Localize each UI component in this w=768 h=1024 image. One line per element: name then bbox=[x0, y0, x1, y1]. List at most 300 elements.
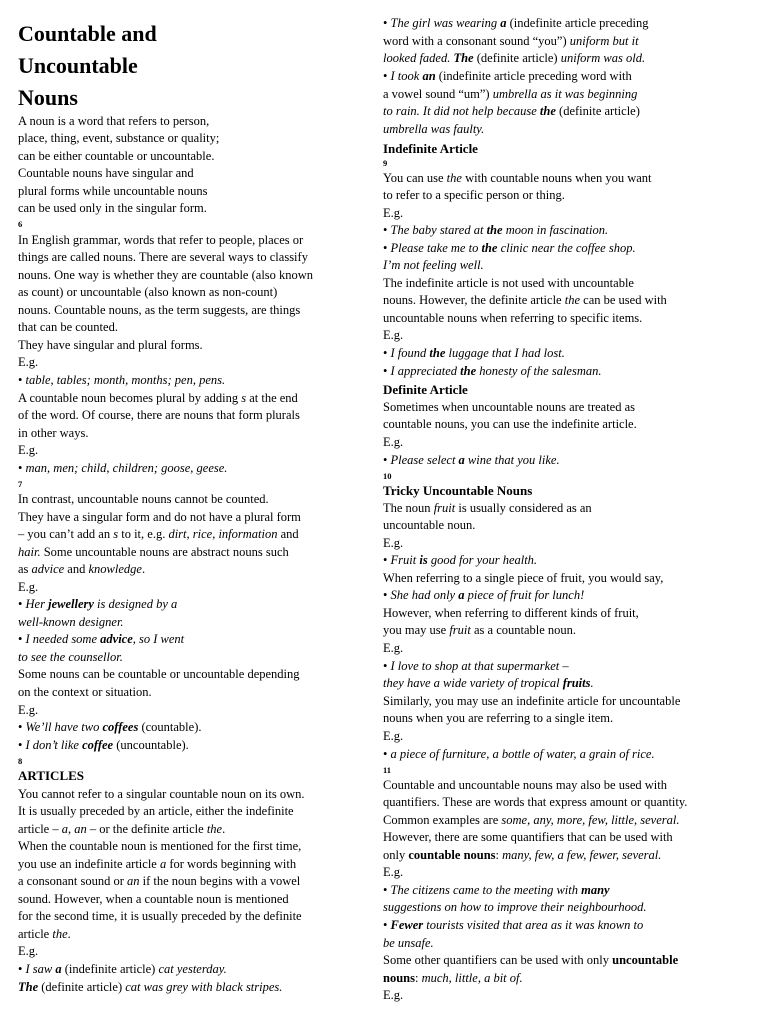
page-title: Countable and bbox=[18, 21, 157, 46]
text-line bbox=[383, 882, 610, 900]
text-run: a, an bbox=[61, 822, 87, 836]
text-line bbox=[383, 794, 687, 812]
text-run: I found bbox=[390, 346, 430, 360]
text-run: Fewer bbox=[390, 918, 424, 932]
text-run: you may use bbox=[383, 623, 450, 637]
text-run: (definite article) bbox=[473, 51, 561, 65]
text-line bbox=[18, 460, 227, 478]
text-line bbox=[18, 596, 177, 614]
text-run: article bbox=[18, 927, 53, 941]
text-line bbox=[383, 310, 642, 328]
text-run: • bbox=[383, 659, 391, 673]
text-line bbox=[18, 544, 289, 562]
text-run: The bbox=[453, 51, 474, 65]
text-run: E.g. bbox=[383, 206, 404, 220]
text-run: In English grammar, words that refer to people, places or bbox=[18, 233, 304, 247]
page-title: Uncountable bbox=[18, 53, 138, 78]
section-heading-articles: ARTICLES bbox=[18, 768, 85, 783]
text-run: only bbox=[383, 848, 409, 862]
text-line bbox=[383, 746, 655, 764]
text-run: much, little, a bit of. bbox=[421, 971, 523, 985]
text-run: . bbox=[222, 822, 226, 836]
text-run: clinic near the coffee shop. bbox=[497, 241, 636, 255]
page-number: 10 bbox=[383, 471, 392, 481]
text-run: • bbox=[18, 597, 26, 611]
text-run: The girl was wearing bbox=[390, 16, 501, 30]
text-run: uniform but it bbox=[569, 34, 639, 48]
text-line bbox=[383, 240, 636, 258]
text-run: quantifiers. These are words that express amount or quantity. bbox=[383, 795, 688, 809]
text-run: • bbox=[383, 883, 391, 897]
text-run: a piece of furniture, a bottle of water, a grain of rice. bbox=[390, 747, 655, 761]
text-run: • bbox=[383, 69, 391, 83]
text-run: on the context or situation. bbox=[18, 685, 152, 699]
text-line bbox=[383, 970, 523, 988]
text-run: • bbox=[383, 346, 391, 360]
text-run: an bbox=[127, 874, 140, 888]
text-run: countable nouns bbox=[408, 848, 496, 862]
text-run: nouns. One way is whether they are countable (also known bbox=[18, 268, 314, 282]
text-line bbox=[18, 561, 145, 579]
text-line bbox=[383, 812, 679, 830]
text-line bbox=[18, 821, 225, 839]
text-line bbox=[18, 649, 123, 667]
text-line bbox=[18, 232, 303, 250]
text-run: for words beginning with bbox=[166, 857, 297, 871]
text-run: • bbox=[383, 364, 391, 378]
text-run: • bbox=[383, 453, 391, 467]
text-run: luggage that I had lost. bbox=[445, 346, 565, 360]
text-run: advice bbox=[100, 632, 133, 646]
text-line bbox=[383, 121, 484, 139]
text-line bbox=[383, 552, 537, 570]
text-run: word with a consonant sound “you”) bbox=[383, 34, 570, 48]
text-line bbox=[18, 908, 302, 926]
text-run: E.g. bbox=[383, 641, 404, 655]
text-line bbox=[18, 407, 300, 425]
text-run: I saw bbox=[25, 962, 56, 976]
text-line bbox=[383, 68, 632, 86]
page-number: 9 bbox=[383, 158, 388, 168]
text-run: • bbox=[18, 720, 26, 734]
text-run: moon in fascination. bbox=[502, 223, 609, 237]
text-line bbox=[18, 979, 282, 997]
text-run: In contrast, uncountable nouns cannot be counted. bbox=[18, 492, 269, 506]
text-run: the bbox=[564, 293, 581, 307]
text-run: article – bbox=[18, 822, 62, 836]
text-line bbox=[383, 50, 645, 68]
text-line bbox=[383, 222, 608, 240]
text-run: of the word. Of course, there are nouns that form plurals bbox=[18, 408, 300, 422]
text-line bbox=[383, 935, 434, 953]
text-run: sound. However, when a countable noun is mentioned bbox=[18, 892, 289, 906]
text-line bbox=[383, 952, 678, 970]
text-line bbox=[383, 605, 639, 623]
text-run: is designed by a bbox=[93, 597, 178, 611]
text-run: place, thing, event, substance or quality; bbox=[18, 131, 220, 145]
text-line bbox=[18, 249, 308, 267]
text-run: honesty of the salesman. bbox=[476, 364, 602, 378]
text-line bbox=[18, 631, 184, 649]
text-run: s bbox=[113, 527, 119, 541]
text-run: umbrella as it was beginning bbox=[492, 87, 638, 101]
text-run: dirt, rice, information bbox=[168, 527, 278, 541]
text-run: • bbox=[18, 738, 26, 752]
text-run: well-known designer. bbox=[18, 615, 124, 629]
text-run: be unsafe. bbox=[383, 936, 434, 950]
text-line bbox=[383, 170, 652, 188]
text-run: E.g. bbox=[383, 435, 404, 449]
text-run: (definite article) bbox=[555, 104, 640, 118]
text-run: Please select bbox=[390, 453, 459, 467]
text-line bbox=[383, 327, 403, 345]
text-run: (indefinite article preceding bbox=[506, 16, 649, 30]
text-line bbox=[18, 737, 189, 755]
section-heading-definite-article: Definite Article bbox=[383, 382, 468, 397]
text-line bbox=[383, 187, 565, 205]
text-run: When referring to a single piece of fruit, you would say, bbox=[383, 571, 664, 585]
text-run: nouns when you are referring to a single item. bbox=[383, 711, 614, 725]
text-line bbox=[18, 390, 298, 408]
text-run: I took bbox=[390, 69, 423, 83]
text-run: You can use bbox=[383, 171, 447, 185]
text-run: many bbox=[581, 883, 610, 897]
text-run: – or the definite article bbox=[86, 822, 207, 836]
text-run: (indefinite article preceding word with bbox=[435, 69, 632, 83]
text-run: Countable and uncountable nouns may also be used with bbox=[383, 778, 667, 792]
text-run: suggestions on how to improve their neighbourhood. bbox=[383, 900, 647, 914]
text-run: However, there are some quantifiers that can be used with bbox=[383, 830, 673, 844]
text-line bbox=[383, 205, 403, 223]
text-run: • bbox=[18, 373, 26, 387]
text-run: I’m not feeling well. bbox=[383, 258, 484, 272]
text-line bbox=[18, 319, 118, 337]
text-line bbox=[383, 399, 635, 417]
text-run: Some nouns can be countable or uncountable depending bbox=[18, 667, 300, 681]
text-line bbox=[18, 526, 299, 544]
text-run: They have a singular form and do not have a plural form bbox=[18, 510, 301, 524]
text-line bbox=[18, 130, 219, 148]
text-run: It is usually preceded by an article, either the indefinite bbox=[18, 804, 294, 818]
text-line bbox=[18, 838, 301, 856]
text-run: to it, e.g. bbox=[118, 527, 169, 541]
text-line bbox=[383, 570, 663, 588]
text-run: E.g. bbox=[18, 443, 39, 457]
text-run: • bbox=[383, 588, 391, 602]
text-run: However, when referring to different kinds of fruit, bbox=[383, 606, 639, 620]
text-line bbox=[18, 267, 313, 285]
text-run: many, few, a few, fewer, several. bbox=[502, 848, 662, 862]
text-line bbox=[18, 926, 71, 944]
text-run: E.g. bbox=[383, 328, 404, 342]
text-run: E.g. bbox=[383, 536, 404, 550]
text-run: : bbox=[495, 848, 503, 862]
text-run: • bbox=[18, 632, 26, 646]
text-run: . bbox=[141, 562, 146, 576]
text-run: Countable nouns have singular and bbox=[18, 166, 194, 180]
text-run: for the second time, it is usually preceded by the definite bbox=[18, 909, 302, 923]
text-run: to see the counsellor. bbox=[18, 650, 123, 664]
text-run: • bbox=[383, 241, 391, 255]
text-line bbox=[383, 675, 594, 693]
text-run: E.g. bbox=[18, 944, 39, 958]
text-run: the bbox=[486, 223, 503, 237]
text-run: cat yesterday. bbox=[158, 962, 227, 976]
text-run: is usually considered as an bbox=[455, 501, 592, 515]
text-run: They have singular and plural forms. bbox=[18, 338, 203, 352]
text-run: • bbox=[383, 16, 391, 30]
text-line bbox=[383, 899, 647, 917]
text-line bbox=[383, 535, 403, 553]
text-line bbox=[18, 891, 289, 909]
text-line bbox=[18, 719, 202, 737]
text-line bbox=[18, 579, 38, 597]
text-run: the bbox=[460, 364, 477, 378]
text-run: I love to shop at that supermarket – bbox=[390, 659, 569, 673]
text-run: (uncountable). bbox=[113, 738, 189, 752]
text-run: The bbox=[18, 980, 39, 994]
text-run: I appreciated bbox=[390, 364, 461, 378]
text-run: to rain. It did not help because bbox=[383, 104, 540, 118]
text-run: Similarly, you may use an indefinite article for uncountable bbox=[383, 694, 681, 708]
text-run: if the noun begins with a vowel bbox=[139, 874, 301, 888]
text-line bbox=[18, 148, 214, 166]
text-run: looked faded. bbox=[383, 51, 454, 65]
text-line bbox=[383, 86, 637, 104]
page-number: 11 bbox=[383, 765, 392, 775]
text-run: the bbox=[429, 346, 446, 360]
text-run: a bbox=[159, 857, 167, 871]
text-line bbox=[383, 829, 673, 847]
page-number: 6 bbox=[18, 219, 23, 229]
text-line bbox=[18, 200, 207, 218]
page-number: 8 bbox=[18, 756, 23, 766]
text-run: • bbox=[18, 461, 26, 475]
text-line bbox=[18, 372, 225, 390]
text-line bbox=[383, 15, 648, 33]
text-run: • bbox=[383, 918, 391, 932]
text-run: wine that you like. bbox=[464, 453, 560, 467]
text-line bbox=[383, 622, 576, 640]
text-run: Please take me to bbox=[390, 241, 482, 255]
text-run: tourists visited that area as it was known to bbox=[423, 918, 644, 932]
text-line bbox=[18, 614, 124, 632]
text-line bbox=[383, 416, 637, 434]
text-run: • bbox=[383, 223, 391, 237]
text-run: and bbox=[64, 562, 89, 576]
text-run: an bbox=[422, 69, 436, 83]
text-run: a bbox=[500, 16, 507, 30]
text-line bbox=[383, 500, 592, 518]
text-line bbox=[18, 183, 208, 201]
text-run: hair. bbox=[18, 545, 41, 559]
text-line bbox=[383, 292, 667, 310]
text-run: She had only bbox=[390, 588, 459, 602]
text-run: a consonant sound or bbox=[18, 874, 128, 888]
text-line bbox=[18, 165, 194, 183]
text-run: uniform was old. bbox=[560, 51, 646, 65]
text-line bbox=[18, 302, 300, 320]
text-line bbox=[383, 452, 560, 470]
text-line bbox=[383, 257, 484, 275]
text-run: A noun is a word that refers to person, bbox=[18, 114, 210, 128]
text-run: Her bbox=[25, 597, 49, 611]
text-line bbox=[18, 666, 300, 684]
text-run: table, tables; month, months; pen, pens. bbox=[25, 373, 226, 387]
text-run: Fruit bbox=[390, 553, 420, 567]
text-line bbox=[383, 693, 680, 711]
text-run: countable nouns, you can use the indefinite article. bbox=[383, 417, 637, 431]
text-line bbox=[383, 917, 643, 935]
text-run: and bbox=[277, 527, 299, 541]
text-run: that can be counted. bbox=[18, 320, 118, 334]
text-run: E.g. bbox=[18, 355, 39, 369]
text-run: Sometimes when uncountable nouns are treated as bbox=[383, 400, 636, 414]
text-line bbox=[18, 442, 38, 460]
text-run: – you can’t add an bbox=[18, 527, 114, 541]
text-run: • bbox=[383, 747, 391, 761]
text-run: jewellery bbox=[48, 597, 94, 611]
text-run: fruit bbox=[449, 623, 471, 637]
text-run: The citizens came to the meeting with bbox=[390, 883, 582, 897]
text-line bbox=[383, 103, 640, 121]
text-run: at the end bbox=[246, 391, 298, 405]
text-line bbox=[383, 345, 565, 363]
text-run: (countable). bbox=[138, 720, 202, 734]
text-run: uncountable bbox=[612, 953, 679, 967]
text-run: can be used with bbox=[580, 293, 667, 307]
text-line bbox=[383, 640, 403, 658]
text-line bbox=[18, 961, 227, 979]
text-line bbox=[383, 517, 475, 535]
text-run: is bbox=[419, 553, 428, 567]
text-run: can be either countable or uncountable. bbox=[18, 149, 215, 163]
text-run: piece of fruit for lunch! bbox=[464, 588, 585, 602]
text-line bbox=[383, 987, 403, 1005]
text-line bbox=[383, 864, 403, 882]
text-line bbox=[18, 873, 300, 891]
text-run: cat was grey with black stripes. bbox=[125, 980, 283, 994]
text-run: nouns. However, the definite article bbox=[383, 293, 565, 307]
text-run: fruits bbox=[562, 676, 591, 690]
text-run: things are called nouns. There are several ways to classify bbox=[18, 250, 308, 264]
text-run: . bbox=[590, 676, 594, 690]
text-run: with countable nouns when you want bbox=[461, 171, 652, 185]
text-run: • bbox=[383, 553, 391, 567]
text-run: they have a wide variety of tropical bbox=[383, 676, 563, 690]
text-line bbox=[383, 728, 403, 746]
text-run: The noun bbox=[383, 501, 434, 515]
text-run: The indefinite article is not used with uncountable bbox=[383, 276, 634, 290]
text-run: a vowel sound “um”) bbox=[383, 87, 493, 101]
text-run: advice bbox=[31, 562, 65, 576]
text-line bbox=[18, 354, 38, 372]
text-line bbox=[18, 284, 277, 302]
text-run: knowledge bbox=[88, 562, 142, 576]
text-run: You cannot refer to a singular countable noun on its own. bbox=[18, 787, 305, 801]
text-run: fruit bbox=[433, 501, 456, 515]
text-run: man, men; child, children; goose, geese. bbox=[25, 461, 228, 475]
text-line bbox=[383, 777, 667, 795]
text-run: to refer to a specific person or thing. bbox=[383, 188, 565, 202]
text-line bbox=[18, 803, 294, 821]
text-run: . bbox=[67, 927, 71, 941]
text-run: E.g. bbox=[18, 580, 39, 594]
text-run: E.g. bbox=[18, 703, 39, 717]
text-run: good for your health. bbox=[427, 553, 538, 567]
text-run: the bbox=[52, 927, 68, 941]
text-run: some, any, more, few, little, several. bbox=[501, 813, 680, 827]
text-line bbox=[18, 425, 88, 443]
text-run: in other ways. bbox=[18, 426, 89, 440]
text-run: can be used only in the singular form. bbox=[18, 201, 207, 215]
page-number: 7 bbox=[18, 479, 23, 489]
text-line bbox=[383, 33, 639, 51]
page-title: Nouns bbox=[18, 85, 78, 110]
text-line bbox=[18, 856, 296, 874]
text-run: you use an indefinite article bbox=[18, 857, 160, 871]
text-run: : bbox=[414, 971, 422, 985]
text-run: the bbox=[446, 171, 462, 185]
text-line bbox=[383, 847, 661, 865]
text-run: , so I went bbox=[132, 632, 185, 646]
text-line bbox=[18, 786, 305, 804]
text-run: nouns. Countable nouns, as the term suggests, are things bbox=[18, 303, 301, 317]
text-run: E.g. bbox=[383, 729, 404, 743]
text-run: the bbox=[539, 104, 556, 118]
text-line bbox=[18, 113, 209, 131]
text-run: the bbox=[481, 241, 498, 255]
text-line bbox=[18, 491, 269, 509]
text-run: I needed some bbox=[25, 632, 101, 646]
text-run: s bbox=[241, 391, 247, 405]
text-run: Some uncountable nouns are abstract nouns such bbox=[40, 545, 289, 559]
text-run: (indefinite article) bbox=[61, 962, 159, 976]
text-run: • bbox=[18, 962, 26, 976]
text-run: nouns bbox=[383, 971, 415, 985]
text-run: umbrella was faulty. bbox=[383, 122, 485, 136]
text-run: uncountable noun. bbox=[383, 518, 476, 532]
text-run: a bbox=[458, 453, 465, 467]
text-line bbox=[18, 943, 38, 961]
text-run: as count) or uncountable (also known as non-count) bbox=[18, 285, 278, 299]
text-line bbox=[383, 363, 602, 381]
text-run: coffee bbox=[82, 738, 114, 752]
text-line bbox=[383, 658, 569, 676]
text-run: coffees bbox=[102, 720, 139, 734]
text-line bbox=[18, 684, 152, 702]
text-line bbox=[18, 337, 203, 355]
text-run: as bbox=[18, 562, 32, 576]
text-run: E.g. bbox=[383, 865, 404, 879]
text-run: We’ll have two bbox=[25, 720, 103, 734]
text-run: I don’t like bbox=[25, 738, 83, 752]
text-run: Some other quantifiers can be used with only bbox=[383, 953, 613, 967]
text-run: E.g. bbox=[383, 988, 404, 1002]
text-run: a bbox=[55, 962, 62, 976]
text-run: A countable noun becomes plural by adding bbox=[18, 391, 242, 405]
text-run: plural forms while uncountable nouns bbox=[18, 184, 208, 198]
text-run: uncountable nouns when referring to specific items. bbox=[383, 311, 643, 325]
text-line bbox=[383, 275, 634, 293]
text-run: Common examples are bbox=[383, 813, 502, 827]
text-line bbox=[18, 702, 38, 720]
text-run: as a countable noun. bbox=[470, 623, 577, 637]
section-heading-tricky-uncountable-nouns: Tricky Uncountable Nouns bbox=[383, 483, 533, 498]
text-line bbox=[383, 587, 584, 605]
text-run: a bbox=[458, 588, 465, 602]
text-line bbox=[383, 434, 403, 452]
